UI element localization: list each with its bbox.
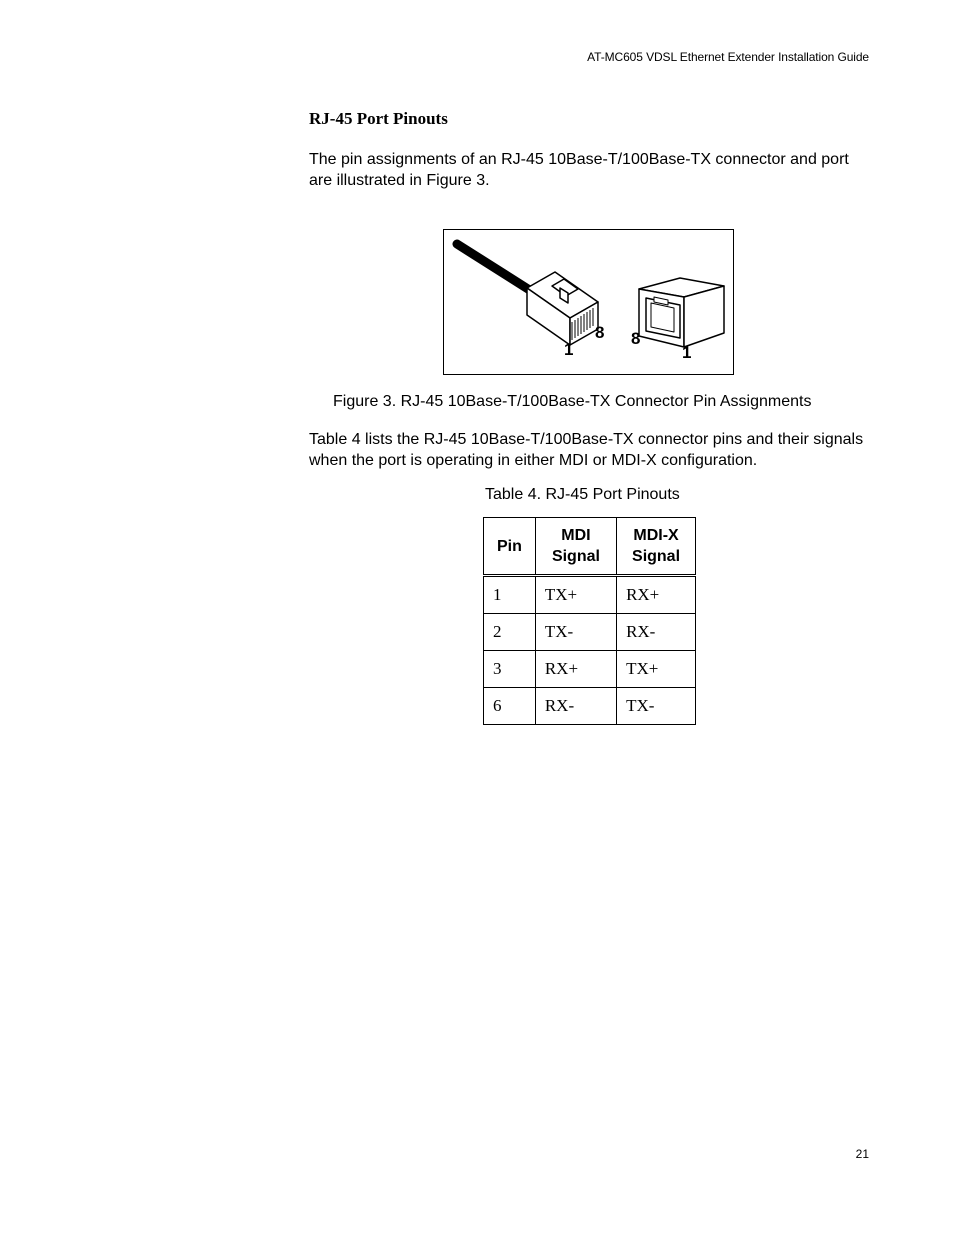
header-mdi-signal: MDI Signal (535, 518, 616, 576)
plug-pin-1-label: 1 (564, 340, 574, 359)
table-row (484, 576, 696, 614)
cell-mdi: RX- (535, 688, 616, 725)
cell-mdi: TX- (535, 614, 616, 651)
jack-pin-8-label: 8 (631, 329, 641, 348)
cell-mdi: RX+ (535, 651, 616, 688)
table-intro-paragraph: Table 4 lists the RJ-45 10Base-T/100Base-TX connector pins and their signals when the port is operating in either MDI or MDI-X configuration. (309, 431, 864, 469)
rj45-plug-icon (527, 272, 598, 345)
cell-pin: 1 (484, 576, 536, 614)
plug-pin-8-label: 8 (595, 323, 605, 342)
figure-caption: Figure 3. RJ-45 10Base-T/100Base-TX Connector Pin Assignments (333, 393, 812, 410)
running-header: AT-MC605 VDSL Ethernet Extender Installation Guide (587, 50, 869, 64)
table-row (484, 614, 696, 651)
header-pin: Pin (484, 518, 536, 576)
cell-pin: 6 (484, 688, 536, 725)
table-header-row (484, 518, 696, 576)
cell-mdix: RX- (617, 614, 696, 651)
rj45-jack-icon (639, 278, 724, 347)
page-number: 21 (855, 1147, 869, 1161)
table-row (484, 688, 696, 725)
pinout-table (483, 517, 696, 725)
cell-mdix: TX- (617, 688, 696, 725)
table-row (484, 651, 696, 688)
rj45-figure (443, 229, 734, 375)
header-mdix-signal: MDI-X Signal (617, 518, 696, 576)
table-caption: Table 4. RJ-45 Port Pinouts (485, 486, 680, 503)
cell-pin: 3 (484, 651, 536, 688)
cell-mdix: TX+ (617, 651, 696, 688)
cell-mdi: TX+ (535, 576, 616, 614)
section-title: RJ-45 Port Pinouts (309, 109, 448, 128)
cell-mdix: RX+ (617, 576, 696, 614)
jack-pin-1-label: 1 (682, 343, 692, 362)
intro-paragraph: The pin assignments of an RJ-45 10Base-T/100Base-TX connector and port are illustrated in Figure 3. (309, 151, 849, 189)
cell-pin: 2 (484, 614, 536, 651)
